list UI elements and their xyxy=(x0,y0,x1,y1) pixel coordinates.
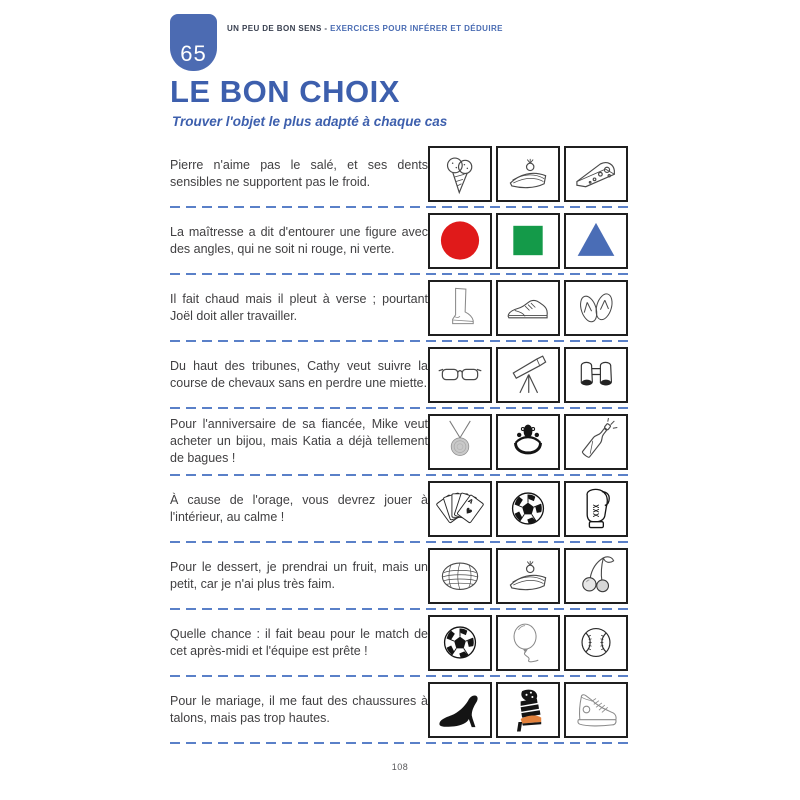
choice-box[interactable] xyxy=(428,615,492,671)
flip-flops-icon xyxy=(569,284,623,331)
page-title: LE BON CHOIX xyxy=(170,74,400,109)
exercise-text: Quelle chance : il fait beau pour le match de cet après-midi et l'équipe est prête ! xyxy=(170,626,428,658)
choice-boxes xyxy=(428,481,628,537)
exercise-row xyxy=(170,345,628,404)
dashed-divider xyxy=(170,608,628,610)
choice-box[interactable] xyxy=(564,414,628,470)
choice-box[interactable] xyxy=(496,481,560,537)
choice-box[interactable] xyxy=(564,347,628,403)
exercise-row xyxy=(170,211,628,270)
exercise-row xyxy=(170,412,628,471)
cheese-icon xyxy=(569,150,623,197)
series-header xyxy=(227,24,503,33)
red-circle-icon xyxy=(433,217,487,264)
cake-slice-icon xyxy=(501,150,555,197)
green-square-icon xyxy=(501,217,555,264)
choice-boxes xyxy=(428,213,628,269)
exercise-text: Pour le mariage, il me faut des chaussures à talons, mais pas trop hautes. xyxy=(170,693,428,725)
boot-icon xyxy=(433,284,487,331)
exercise-text: Pierre n'aime pas le salé, et ses dents sensibles ne supportent pas le froid. xyxy=(170,157,428,189)
dashed-divider xyxy=(170,541,628,543)
exercise-row xyxy=(170,613,628,672)
choice-box[interactable] xyxy=(428,347,492,403)
choice-boxes xyxy=(428,682,628,738)
melon-icon xyxy=(433,552,487,599)
choice-box[interactable] xyxy=(496,548,560,604)
page-subtitle: Trouver l'objet le plus adapté à chaque cas xyxy=(172,114,448,129)
exercise-number-badge xyxy=(170,14,217,71)
choice-boxes xyxy=(428,347,628,403)
exercise-row xyxy=(170,680,628,739)
exercise-text: Du haut des tribunes, Cathy veut suivre la course de chevaux sans en perdre une miette. xyxy=(170,358,428,390)
blue-triangle-icon xyxy=(569,217,623,264)
choice-box[interactable] xyxy=(564,481,628,537)
strappy-sandal-icon xyxy=(501,686,555,733)
dashed-divider xyxy=(170,340,628,342)
exercise-number: 65 xyxy=(180,41,207,66)
dashed-divider xyxy=(170,474,628,476)
champagne-bottle-icon xyxy=(569,418,623,465)
ice-cream-icon xyxy=(433,150,487,197)
series-subtitle: EXERCICES POUR INFÉRER ET DÉDUIRE xyxy=(330,24,503,33)
choice-box[interactable] xyxy=(428,481,492,537)
dashed-divider xyxy=(170,206,628,208)
choice-boxes xyxy=(428,615,628,671)
soccer-ball-icon xyxy=(501,485,555,532)
choice-box[interactable] xyxy=(564,548,628,604)
choice-box[interactable] xyxy=(428,213,492,269)
svg-text:♥: ♥ xyxy=(462,505,474,518)
eyeglasses-icon xyxy=(433,351,487,398)
telescope-icon xyxy=(501,351,555,398)
exercise-text: À cause de l'orage, vous devrez jouer à l'intérieur, au calme ! xyxy=(170,492,428,524)
dashed-divider xyxy=(170,742,628,744)
choice-box[interactable] xyxy=(496,146,560,202)
boxing-glove-icon xyxy=(569,485,623,532)
choice-boxes xyxy=(428,414,628,470)
choice-box[interactable] xyxy=(496,414,560,470)
choice-box[interactable] xyxy=(564,682,628,738)
choice-boxes xyxy=(428,146,628,202)
page-number: 108 xyxy=(391,762,409,772)
cake-slice-icon xyxy=(501,552,555,599)
playing-cards-icon xyxy=(433,485,487,532)
exercise-text: Il fait chaud mais il pleut à verse ; pourtant Joël doit aller travailler. xyxy=(170,291,428,323)
choice-box[interactable] xyxy=(428,280,492,336)
baseball-icon xyxy=(569,619,623,666)
exercise-text: La maîtresse a dit d'entourer une figure avec des angles, qui ne soit ni rouge, ni verte. xyxy=(170,224,428,256)
choice-boxes xyxy=(428,280,628,336)
dashed-divider xyxy=(170,273,628,275)
dashed-divider xyxy=(170,407,628,409)
exercise-row xyxy=(170,144,628,203)
pendant-necklace-icon xyxy=(433,418,487,465)
dashed-divider xyxy=(170,675,628,677)
balloon-icon xyxy=(501,619,555,666)
choice-box[interactable] xyxy=(564,213,628,269)
choice-box[interactable] xyxy=(496,615,560,671)
choice-box[interactable] xyxy=(564,146,628,202)
ring-icon xyxy=(501,418,555,465)
sneaker-icon xyxy=(569,686,623,733)
cherries-icon xyxy=(569,552,623,599)
choice-box[interactable] xyxy=(496,347,560,403)
choice-box[interactable] xyxy=(428,414,492,470)
exercise-text: Pour l'anniversaire de sa fiancée, Mike veut acheter un bijou, mais Katia a déjà tellement de bagues ! xyxy=(170,417,428,465)
exercise-row xyxy=(170,479,628,538)
choice-box[interactable] xyxy=(428,682,492,738)
choice-boxes xyxy=(428,548,628,604)
exercise-list xyxy=(170,144,628,744)
stiletto-heel-icon xyxy=(433,686,487,733)
choice-box[interactable] xyxy=(496,280,560,336)
series-title: UN PEU DE BON SENS - xyxy=(227,24,331,33)
binoculars-icon xyxy=(569,351,623,398)
choice-box[interactable] xyxy=(564,280,628,336)
choice-box[interactable] xyxy=(496,682,560,738)
exercise-row xyxy=(170,278,628,337)
choice-box[interactable] xyxy=(428,548,492,604)
svg-text:A: A xyxy=(466,498,474,506)
soccer-ball-icon xyxy=(433,619,487,666)
choice-box[interactable] xyxy=(564,615,628,671)
exercise-text: Pour le dessert, je prendrai un fruit, mais un petit, car je n'ai plus très faim. xyxy=(170,559,428,591)
exercise-row xyxy=(170,546,628,605)
choice-box[interactable] xyxy=(496,213,560,269)
choice-box[interactable] xyxy=(428,146,492,202)
dress-shoe-icon xyxy=(501,284,555,331)
